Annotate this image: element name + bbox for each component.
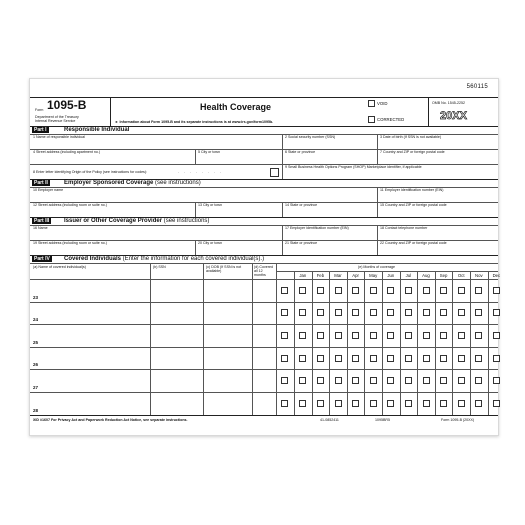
table-row [30, 369, 498, 392]
month-checkbox-jul[interactable] [405, 309, 412, 316]
month-checkbox-oct[interactable] [458, 377, 465, 384]
month-checkbox-aug[interactable] [423, 309, 430, 316]
month-checkbox-jun[interactable] [387, 377, 394, 384]
month-checkbox-oct[interactable] [458, 287, 465, 294]
field-15-label: 15 Country and ZIP or foreign postal code [380, 203, 447, 207]
field-2-label: 2 Social security number (SSN) [285, 135, 336, 139]
month-header-feb: Feb [316, 273, 325, 278]
month-checkbox-dec[interactable] [493, 287, 500, 294]
month-header-oct: Oct [457, 273, 465, 278]
part1-tag: Part I [34, 127, 47, 133]
month-checkbox-feb[interactable] [317, 332, 324, 339]
month-checkbox-jul[interactable] [405, 400, 412, 407]
footer-notice: XID #1607 For Privacy Act and Paperwork Reduction Act Notice, see separate instructions. [33, 418, 188, 422]
void-label: VOID [377, 101, 388, 106]
month-checkbox-mar[interactable] [335, 287, 342, 294]
col-d-header: (d) Covered all 12 months [254, 265, 273, 277]
month-checkbox-feb[interactable] [317, 309, 324, 316]
form-code-top: 560115 [466, 84, 488, 90]
month-checkbox-apr[interactable] [352, 309, 359, 316]
month-checkbox-jun[interactable] [387, 355, 394, 362]
month-checkbox-aug[interactable] [423, 355, 430, 362]
month-checkbox-apr[interactable] [352, 332, 359, 339]
tax-year: 20XX [440, 110, 467, 122]
field-16-label: 16 Name [33, 226, 48, 230]
month-checkbox-nov[interactable] [475, 355, 482, 362]
field-8-label: 8 Enter letter identifying Origin of the Policy (see instructions for codes): [33, 170, 148, 174]
omb-number: OMB No. 1545-2252 [432, 101, 465, 105]
month-checkbox-jul[interactable] [405, 377, 412, 384]
month-checkbox-mar[interactable] [335, 309, 342, 316]
month-checkbox-mar[interactable] [335, 400, 342, 407]
field-6-label: 6 State or province [285, 150, 316, 154]
footer-code: 1095BR5 [375, 418, 390, 422]
month-header-jun: Jun [387, 273, 395, 278]
info-line: ► Information about Form 1095-B and its separate instructions is at www.irs.gov/form1095b. [115, 120, 274, 124]
row-number: 23 [33, 294, 39, 300]
field-19-label: 19 Street address (including room or suite no.) [33, 241, 107, 245]
month-header-may: May [369, 273, 378, 278]
month-checkbox-sep[interactable] [440, 332, 447, 339]
month-checkbox-dec[interactable] [493, 355, 500, 362]
row-number: 28 [33, 407, 39, 413]
table-row [30, 279, 498, 302]
month-checkbox-may[interactable] [370, 377, 377, 384]
row-number: 25 [33, 339, 39, 345]
field-3-label: 3 Date of birth (If SSN is not available) [380, 135, 442, 139]
covered-all-12-months-checkbox[interactable] [281, 377, 288, 384]
field-8-dots: . . . . . . . . [178, 170, 223, 174]
month-header-jul: Jul [405, 273, 412, 278]
month-checkbox-mar[interactable] [335, 377, 342, 384]
dept-line-2: Internal Revenue Service [35, 119, 76, 123]
month-checkbox-oct[interactable] [458, 400, 465, 407]
field-8-origin-box[interactable] [270, 168, 279, 177]
field-10-label: 10 Employer name [33, 188, 64, 192]
part4-tag: Part IV [34, 256, 50, 262]
month-checkbox-sep[interactable] [440, 287, 447, 294]
month-header-apr: Apr [352, 273, 359, 278]
month-checkbox-mar[interactable] [335, 332, 342, 339]
month-header-sep: Sep [439, 273, 448, 278]
col-e-header: (e) Months of coverage [358, 265, 395, 269]
part2-title [64, 180, 201, 186]
month-checkbox-apr[interactable] [352, 355, 359, 362]
month-checkbox-jun[interactable] [387, 400, 394, 407]
month-checkbox-jan[interactable] [299, 287, 306, 294]
month-checkbox-feb[interactable] [317, 377, 324, 384]
field-11-label: 11 Employer identification number (EIN) [380, 188, 444, 192]
part1-title: Responsible Individual [64, 127, 130, 133]
part3-tag: Part III [34, 218, 50, 224]
month-checkbox-nov[interactable] [475, 332, 482, 339]
month-checkbox-aug[interactable] [423, 400, 430, 407]
corrected-checkbox[interactable] [368, 116, 375, 123]
table-row [30, 302, 498, 325]
field-5-label: 5 City or town [198, 150, 220, 154]
month-checkbox-dec[interactable] [493, 377, 500, 384]
field-1-label: 1 Name of responsible individual [33, 135, 85, 139]
month-checkbox-may[interactable] [370, 400, 377, 407]
month-header-aug: Aug [422, 273, 430, 278]
month-checkbox-apr[interactable] [352, 377, 359, 384]
month-checkbox-apr[interactable] [352, 400, 359, 407]
field-4-label: 4 Street address (including apartment no.) [33, 150, 101, 154]
part4-title-text: Covered Individuals [64, 256, 122, 262]
month-checkbox-nov[interactable] [475, 287, 482, 294]
month-checkbox-dec[interactable] [493, 309, 500, 316]
field-7-label: 7 Country and ZIP or foreign postal code [380, 150, 445, 154]
covered-all-12-months-checkbox[interactable] [281, 287, 288, 294]
field-17-label: 17 Employer identification number (EIN) [285, 226, 349, 230]
month-checkbox-sep[interactable] [440, 355, 447, 362]
month-header-mar: Mar [334, 273, 342, 278]
month-checkbox-aug[interactable] [423, 287, 430, 294]
field-22-label: 22 Country and ZIP or foreign postal code [380, 241, 447, 245]
part2-title-text: Employer Sponsored Coverage [64, 180, 154, 186]
field-13-label: 13 City or town [198, 203, 222, 207]
month-checkbox-jan[interactable] [299, 400, 306, 407]
form-title: Health Coverage [200, 102, 272, 112]
month-header-nov: Nov [474, 273, 483, 278]
month-checkbox-jan[interactable] [299, 332, 306, 339]
month-checkbox-jul[interactable] [405, 332, 412, 339]
form-1095b-sheet [29, 78, 499, 436]
month-checkbox-jul[interactable] [405, 287, 412, 294]
covered-all-12-months-checkbox[interactable] [281, 400, 288, 407]
field-20-label: 20 City or town [198, 241, 222, 245]
part2-subtitle: (see instructions) [155, 180, 201, 186]
covered-all-12-months-checkbox[interactable] [281, 355, 288, 362]
month-checkbox-may[interactable] [370, 355, 377, 362]
field-12-label: 12 Street address (including room or suite no.) [33, 203, 107, 207]
month-checkbox-feb[interactable] [317, 287, 324, 294]
month-checkbox-jan[interactable] [299, 377, 306, 384]
month-checkbox-jun[interactable] [387, 309, 394, 316]
row-number: 27 [33, 384, 39, 390]
month-checkbox-mar[interactable] [335, 355, 342, 362]
month-header-jan: Jan [299, 273, 307, 278]
corrected-label: CORRECTED [377, 117, 405, 122]
part4-subtitle: (Enter the information for each covered individual(s).) [122, 256, 265, 262]
month-checkbox-apr[interactable] [352, 287, 359, 294]
month-checkbox-oct[interactable] [458, 309, 465, 316]
field-9-label: 9 Small Business Health Options Program (SHOP) Marketplace identifier, if applicable [285, 165, 422, 169]
month-checkbox-jan[interactable] [299, 355, 306, 362]
month-checkbox-jul[interactable] [405, 355, 412, 362]
col-c-header: (c) DOB (If SSN is not available) [206, 265, 242, 273]
field-18-label: 18 Contact telephone number [380, 226, 428, 230]
month-checkbox-dec[interactable] [493, 400, 500, 407]
col-a-header: (a) Name of covered individual(s) [33, 265, 86, 269]
row-number: 24 [33, 317, 39, 323]
month-checkbox-aug[interactable] [423, 332, 430, 339]
month-checkbox-jun[interactable] [387, 287, 394, 294]
table-row [30, 324, 498, 347]
form-number: 1095-B [47, 98, 87, 112]
dept-line-1: Department of the Treasury [35, 115, 79, 119]
covered-all-12-months-checkbox[interactable] [281, 309, 288, 316]
month-checkbox-aug[interactable] [423, 377, 430, 384]
form-prefix: Form [35, 108, 44, 112]
month-checkbox-feb[interactable] [317, 400, 324, 407]
month-checkbox-nov[interactable] [475, 377, 482, 384]
table-row [30, 347, 498, 370]
covered-all-12-months-checkbox[interactable] [281, 332, 288, 339]
month-checkbox-nov[interactable] [475, 309, 482, 316]
footer-form-name: Form 1095-B (20XX) [441, 418, 475, 422]
month-checkbox-nov[interactable] [475, 400, 482, 407]
month-checkbox-dec[interactable] [493, 332, 500, 339]
month-checkbox-sep[interactable] [440, 400, 447, 407]
month-checkbox-jun[interactable] [387, 332, 394, 339]
part3-title-text: Issuer or Other Coverage Provider [64, 218, 163, 224]
month-checkbox-feb[interactable] [317, 355, 324, 362]
col-b-header: (b) SSN [153, 265, 166, 269]
row-number: 26 [33, 362, 39, 368]
part2-tag: Part II [34, 180, 48, 186]
month-checkbox-jan[interactable] [299, 309, 306, 316]
month-checkbox-may[interactable] [370, 332, 377, 339]
month-checkbox-may[interactable] [370, 287, 377, 294]
part3-title [64, 218, 209, 224]
month-checkbox-sep[interactable] [440, 309, 447, 316]
part4-title [64, 256, 264, 262]
part3-subtitle: (see instructions) [163, 218, 210, 224]
month-header-dec: Dec [492, 273, 501, 278]
field-14-label: 14 State or province [285, 203, 318, 207]
table-row [30, 392, 498, 415]
month-checkbox-oct[interactable] [458, 355, 465, 362]
void-checkbox[interactable] [368, 100, 375, 107]
month-checkbox-oct[interactable] [458, 332, 465, 339]
footer-cat: 41-0852411 [320, 418, 339, 422]
month-checkbox-may[interactable] [370, 309, 377, 316]
field-21-label: 21 State or province [285, 241, 318, 245]
month-checkbox-sep[interactable] [440, 377, 447, 384]
